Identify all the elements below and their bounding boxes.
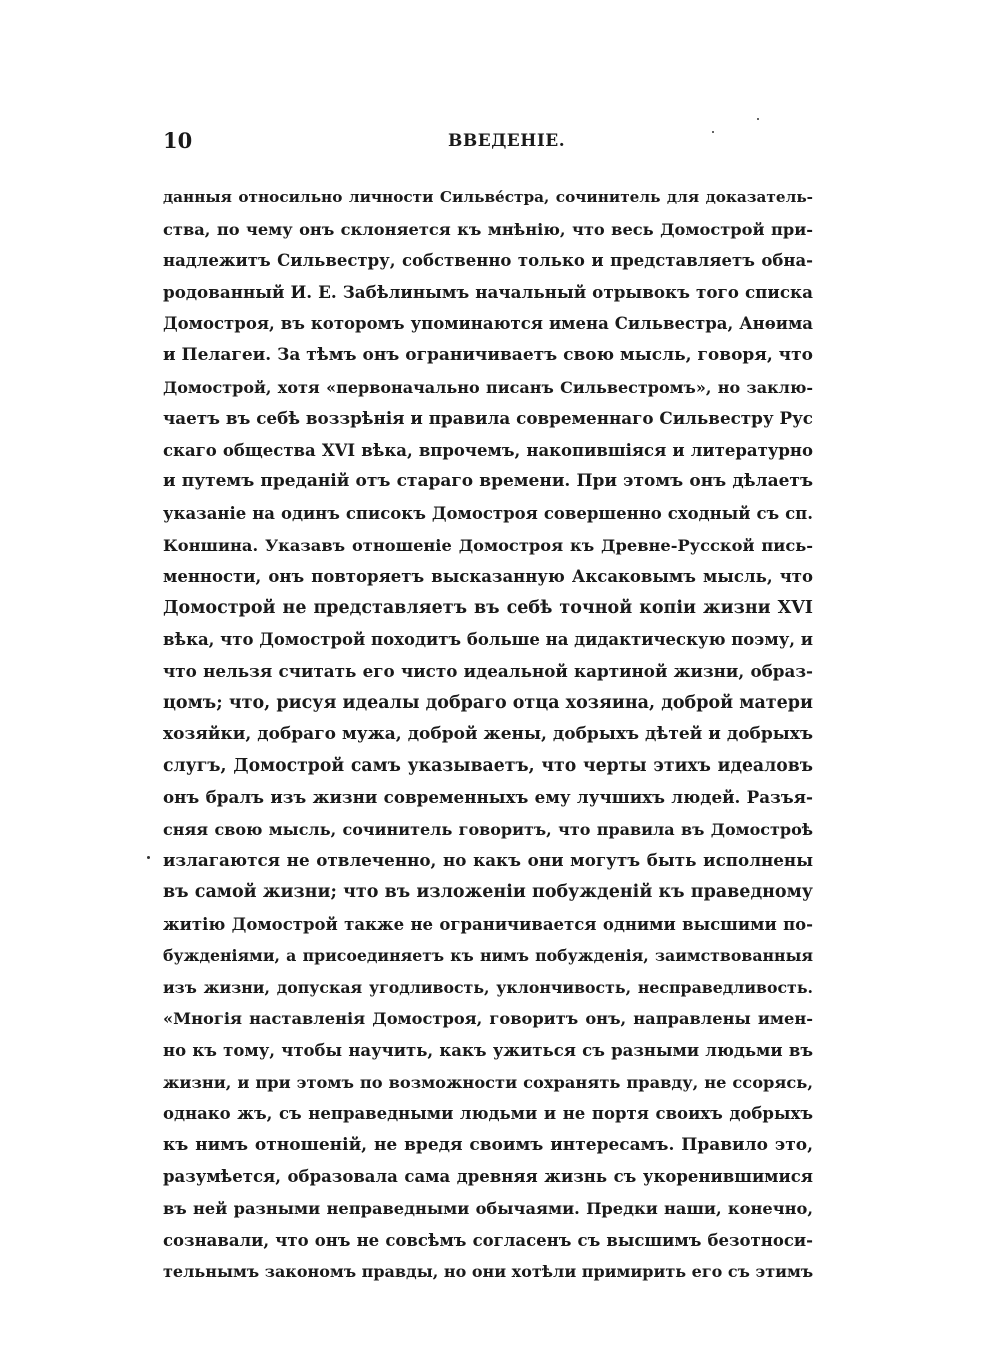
text-line: родованный И. Е. Забѣлинымъ начальный отрывокъ того списка — [163, 281, 813, 302]
text-line: хозяйки, добраго мужа, доброй жены, добрыхъ дѣтей и добрыхъ — [163, 724, 813, 745]
text-line: указаніе на одинъ списокъ Домостроя совершенно сходный съ сп. — [163, 503, 813, 523]
text-line: разумѣется, образовала сама древняя жизнь съ укоренившимися — [163, 1167, 813, 1187]
text-line: житію Домострой также не ограничивается одними высшими по- — [163, 914, 813, 934]
text-line: данныя относильно личности Сильве́стра, сочинитель для доказатель- — [163, 188, 813, 206]
body-text — [163, 182, 813, 1288]
text-line: менности, онъ повторяетъ высказанную Аксаковымъ мысль, что — [163, 567, 813, 587]
text-line: и путемъ преданій отъ стараго времени. При этомъ онъ дѣлаетъ — [163, 471, 813, 492]
page-number: 10 — [163, 128, 193, 153]
print-speck — [757, 118, 759, 120]
text-line: чаетъ въ себѣ воззрѣнія и правила современнаго Сильвестру Рус — [163, 408, 813, 429]
text-line: надлежитъ Сильвестру, собственно только и представляетъ обна- — [163, 251, 813, 271]
text-line: Домостроя, въ которомъ упоминаются имена Сильвестра, Анөима — [163, 314, 813, 334]
text-line: бужденіями, а присоединяетъ къ нимъ побужденія, заимствованныя — [163, 946, 813, 966]
text-line: Домострой не представляетъ въ себѣ точной копіи жизни XVI — [163, 597, 813, 618]
text-line: жизни, и при этомъ по возможности сохранять правду, не ссорясь, — [163, 1072, 813, 1092]
text-line: что нельзя считать его чисто идеальной картиной жизни, образ- — [163, 660, 813, 681]
text-line: «Многія наставленія Домостроя, говоритъ онъ, направлены имен- — [163, 1009, 813, 1029]
text-line: тельнымъ закономъ правды, но они хотѣли примирить его съ этимъ — [163, 1262, 814, 1282]
print-speck — [712, 131, 714, 133]
text-line: но къ тому, чтобы научить, какъ ужиться съ разными людьми въ — [163, 1041, 813, 1061]
print-speck — [147, 856, 150, 859]
text-line: сняя свою мысль, сочинитель говоритъ, что правила въ Домостроѣ — [163, 819, 813, 839]
text-line: цомъ; что, рисуя идеалы добраго отца хозяина, доброй матери — [163, 692, 813, 713]
text-line: ства, по чему онъ склоняется къ мнѣнію, что весь Домострой при- — [163, 219, 813, 239]
running-head: ВВЕДЕНІЕ. — [448, 131, 566, 151]
text-line: сознавали, что онъ не совсѣмъ согласенъ съ высшимъ безотноси- — [163, 1230, 813, 1250]
text-line: слугъ, Домострой самъ указываетъ, что черты этихъ идеаловъ — [163, 755, 813, 776]
text-line: Домострой, хотя «первоначально писанъ Сильвестромъ», но заклю- — [163, 377, 813, 397]
text-line: къ нимъ отношеній, не вредя своимъ интересамъ. Правило это, — [163, 1134, 813, 1155]
text-line: и Пелагеи. За тѣмъ онъ ограничиваетъ свою мысль, говоря, что — [163, 344, 814, 365]
text-line: изъ жизни, допуская угодливость, уклончивость, несправедливость. — [163, 977, 813, 997]
text-line: вѣка, что Домострой походитъ больше на дидактическую поэму, и — [163, 630, 813, 650]
text-line: Коншина. Указавъ отношеніе Домостроя къ Древне-Русской пись- — [163, 535, 813, 555]
text-line: въ ней разными неправедными обычаями. Предки наши, конечно, — [163, 1199, 813, 1218]
text-line: въ самой жизни; что въ изложеніи побужденій къ праведному — [163, 882, 813, 903]
text-line: излагаются не отвлеченно, но какъ они могутъ быть исполнены — [163, 850, 813, 871]
text-line: скаго общества XVI вѣка, впрочемъ, накопившіяся и литературно — [163, 440, 813, 460]
text-line: онъ бралъ изъ жизни современныхъ ему лучшихъ людей. Разъя- — [163, 787, 813, 808]
text-line: однако жъ, съ неправедными людьми и не портя своихъ добрыхъ — [163, 1104, 813, 1124]
